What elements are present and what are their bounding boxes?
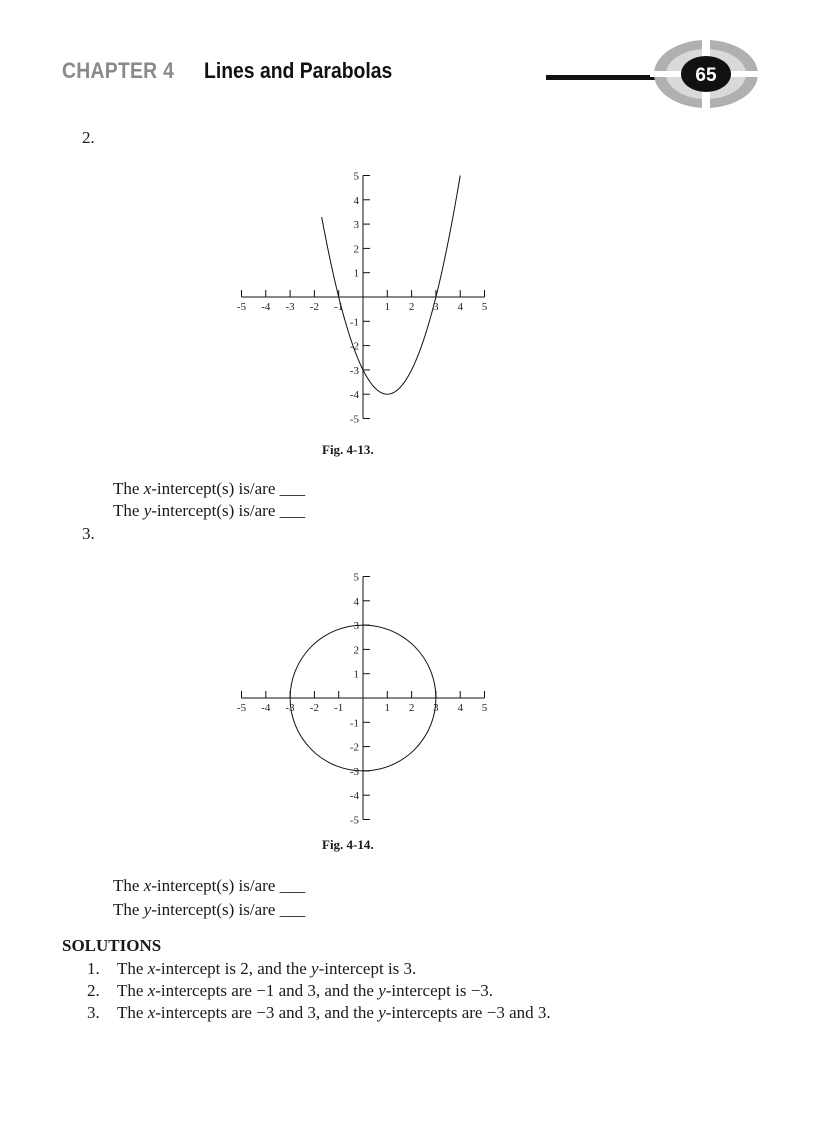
x-tick-label: 5 xyxy=(481,702,488,714)
y-tick-label: -3 xyxy=(349,765,359,778)
graph-circle xyxy=(230,563,500,833)
solution-text: The x-intercepts are −1 and 3, and the y-intercept is −3. xyxy=(117,981,494,1000)
figure-caption: Fig. 4-14. xyxy=(322,837,374,852)
y-tick-label: 3 xyxy=(353,620,359,633)
x-tick-label: -1 xyxy=(334,702,344,714)
y-tick-label: -1 xyxy=(349,316,359,329)
x-tick-label: -1 xyxy=(334,301,344,313)
y-tick-label: -4 xyxy=(349,389,359,402)
page-number-badge xyxy=(650,38,760,110)
x-tick-label: -2 xyxy=(309,702,319,714)
solution-text: The x-intercept is 2, and the y-intercept is 3. xyxy=(117,959,417,978)
y-tick-label: 1 xyxy=(353,668,359,681)
y-tick-label: 4 xyxy=(353,194,359,207)
chapter-label: CHAPTER 4 xyxy=(62,58,175,83)
x-tick-label: 5 xyxy=(481,301,488,313)
y-tick-label: -1 xyxy=(349,717,359,730)
x-tick-label: -5 xyxy=(236,301,247,313)
x-tick-label: 3 xyxy=(433,702,439,714)
x-tick-label: -2 xyxy=(309,301,319,313)
y-tick-label: -2 xyxy=(349,340,359,353)
y-tick-label: -4 xyxy=(349,790,359,803)
x-tick-label: -4 xyxy=(261,702,271,714)
x-intercept-question: The x-intercept(s) is/are ___ xyxy=(113,876,306,895)
x-tick-label: 2 xyxy=(408,301,415,313)
figure-caption: Fig. 4-13. xyxy=(322,442,374,457)
y-tick-label: 3 xyxy=(353,219,359,232)
y-tick-label: -2 xyxy=(349,741,359,754)
problem-number: 2. xyxy=(82,128,95,147)
y-tick-label: 5 xyxy=(353,170,359,183)
x-tick-label: -3 xyxy=(285,301,295,313)
x-tick-label: -3 xyxy=(285,702,295,714)
y-tick-label: -5 xyxy=(349,814,359,827)
page-number: 65 xyxy=(695,65,717,86)
header-rule xyxy=(546,75,666,80)
curve-parabola xyxy=(322,176,461,395)
x-intercept-question: The x-intercept(s) is/are ___ xyxy=(113,479,306,498)
x-tick-label: 1 xyxy=(384,702,391,714)
x-tick-label: 4 xyxy=(457,301,463,313)
y-tick-label: 5 xyxy=(353,571,359,584)
y-intercept-question: The y-intercept(s) is/are ___ xyxy=(113,501,306,520)
x-tick-label: 1 xyxy=(384,301,391,313)
x-tick-label: 4 xyxy=(457,702,463,714)
graph-parabola xyxy=(230,162,500,432)
solutions-title: SOLUTIONS xyxy=(62,936,162,955)
y-tick-label: 4 xyxy=(353,595,359,608)
x-tick-label: 3 xyxy=(433,301,439,313)
y-tick-label: 2 xyxy=(353,243,359,256)
problem-number: 3. xyxy=(82,524,95,543)
x-tick-label: 2 xyxy=(408,702,415,714)
y-tick-label: -3 xyxy=(349,364,359,377)
solution-number: 2. xyxy=(87,981,100,1000)
x-tick-label: -4 xyxy=(261,301,271,313)
y-tick-label: 2 xyxy=(353,644,359,657)
y-tick-label: 1 xyxy=(353,267,359,280)
solution-number: 1. xyxy=(87,959,100,978)
solution-text: The x-intercepts are −3 and 3, and the y-intercepts are −3 and 3. xyxy=(117,1003,551,1022)
y-intercept-question: The y-intercept(s) is/are ___ xyxy=(113,900,306,919)
chapter-title: Lines and Parabolas xyxy=(204,58,393,83)
x-tick-label: -5 xyxy=(236,702,247,714)
solution-number: 3. xyxy=(87,1003,100,1022)
y-tick-label: -5 xyxy=(349,413,359,426)
